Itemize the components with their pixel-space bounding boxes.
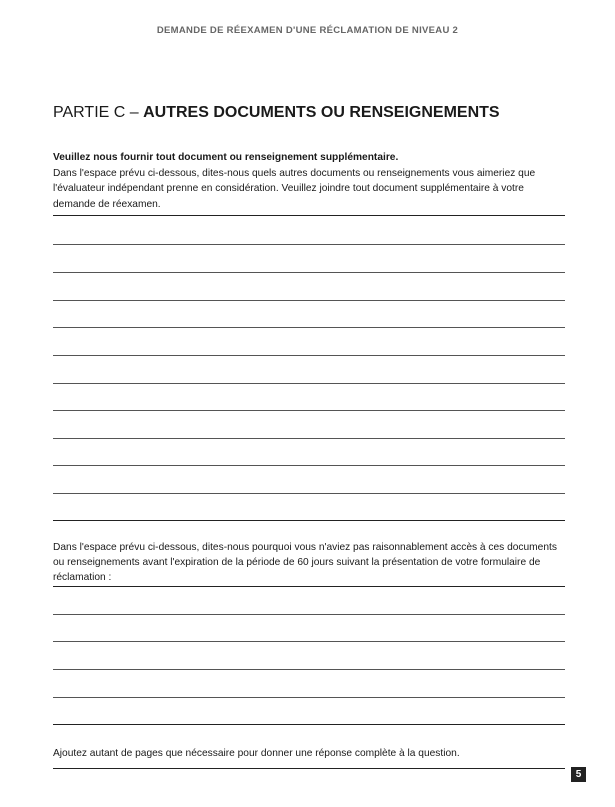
- question-2: Dans l'espace prévu ci-dessous, dites-nous pourquoi vous n'aviez pas raisonnablement accès à ces documents ou renseignements avant l'expiration de la période de 60 jours suivant la présentation de votre formulaire de réclamation :: [53, 542, 557, 583]
- answer-line[interactable]: [53, 300, 565, 301]
- answer-line[interactable]: [53, 383, 565, 384]
- section-title: [53, 104, 500, 122]
- answer-line[interactable]: [53, 493, 565, 494]
- answer-area-1-top-border: [53, 215, 565, 216]
- page-number: 5: [571, 767, 586, 782]
- answer-line[interactable]: [53, 438, 565, 439]
- answer-line[interactable]: [53, 272, 565, 273]
- footer-rule: [53, 768, 565, 769]
- answer-line[interactable]: [53, 465, 565, 466]
- answer-line[interactable]: [53, 327, 565, 328]
- answer-area-2-top-border: [53, 586, 565, 587]
- answer-line[interactable]: [53, 641, 565, 642]
- footer-note: Ajoutez autant de pages que nécessaire pour donner une réponse complète à la question.: [53, 748, 460, 759]
- answer-area-2-bottom-border: [53, 724, 565, 725]
- instructions-heading: Veuillez nous fournir tout document ou renseignement supplémentaire.: [53, 152, 399, 163]
- answer-line[interactable]: [53, 669, 565, 670]
- answer-line[interactable]: [53, 410, 565, 411]
- instructions-body: Dans l'espace prévu ci-dessous, dites-nous quels autres documents ou renseignements vous aimeriez que l'évaluateur indépendant prenne en considération. Veuillez joindre tout document supplémentaire à votre demande de réexamen.: [53, 167, 536, 210]
- instructions: [53, 150, 568, 212]
- answer-area-1-bottom-border: [53, 520, 565, 521]
- page-header: DEMANDE DE RÉEXAMEN D'UNE RÉCLAMATION DE NIVEAU 2: [156, 25, 459, 36]
- answer-line[interactable]: [53, 355, 565, 356]
- section-prefix: PARTIE C –: [53, 104, 144, 121]
- section-heading: AUTRES DOCUMENTS OU RENSEIGNEMENTS: [143, 104, 500, 121]
- answer-line[interactable]: [53, 614, 565, 615]
- answer-line[interactable]: [53, 244, 565, 245]
- answer-line[interactable]: [53, 697, 565, 698]
